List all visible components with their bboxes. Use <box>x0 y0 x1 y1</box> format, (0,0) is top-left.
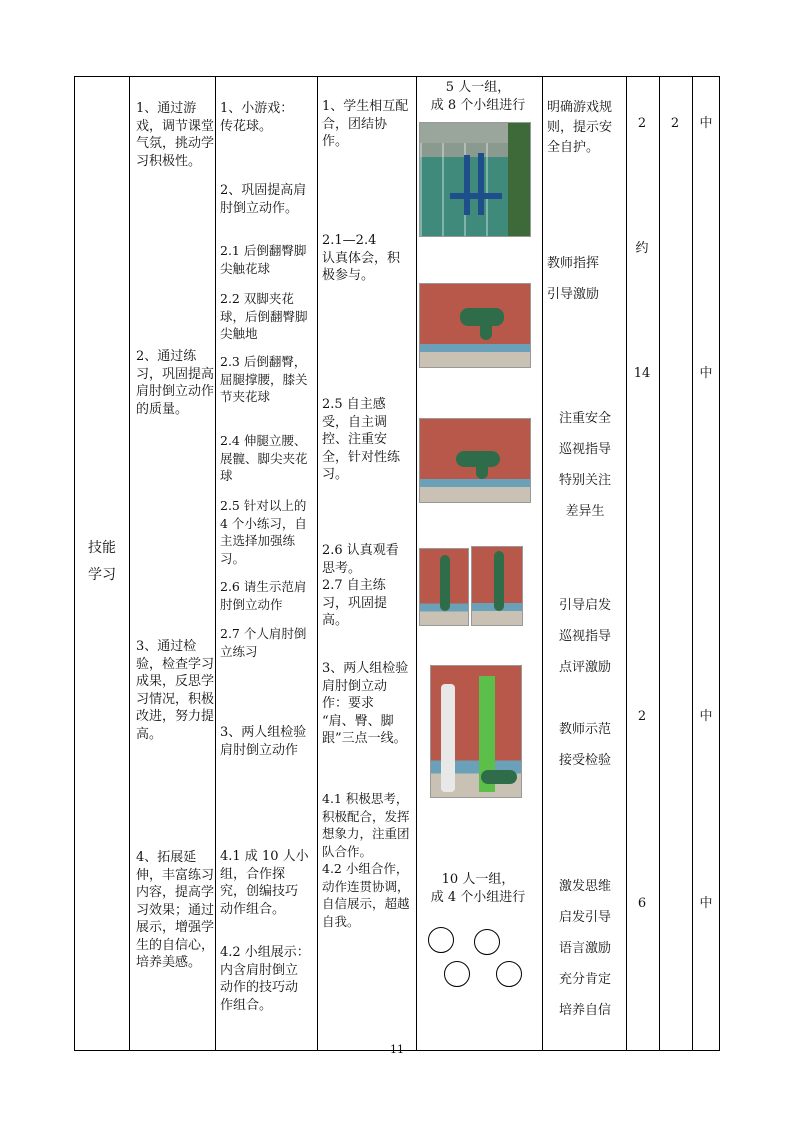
column-divider <box>215 77 216 1050</box>
objective-4: 4、拓展延伸，丰富练习内容，提高学习效果；通过展示，增强学生的自信心，培养美感。 <box>136 850 215 970</box>
column-divider <box>129 77 130 1050</box>
content-3: 3、两人组检验肩肘倒立动作 <box>220 725 307 758</box>
objective-1: 1、通过游戏，调节课堂气氛，挑动学习积极性。 <box>136 101 215 169</box>
column-divider <box>659 77 660 1050</box>
plow-photo-2 <box>419 418 531 503</box>
section-label: 技能 学习 <box>88 540 116 583</box>
page-number: 11 <box>390 1043 404 1056</box>
teacher-1: 明确游戏规则，提示安全自护。 <box>547 100 613 155</box>
student-3: 2.5 自主感受，自主调控、注重安全，针对性练习。 <box>322 397 401 482</box>
student-2: 2.1—2.4 认真体会，积极参与。 <box>322 233 401 283</box>
time-1: 2 <box>637 116 647 131</box>
content-2-7: 2.7 个人肩肘倒立练习 <box>220 626 307 659</box>
intensity-1: 中 <box>699 116 713 131</box>
group-circle <box>444 961 470 987</box>
time-5: 6 <box>637 896 647 911</box>
group-circle <box>428 927 454 953</box>
content-1: 1、小游戏： 传花球。 <box>220 101 294 134</box>
teacher-2: 教师指挥 引导激励 <box>547 256 600 302</box>
content-2-1: 2.1 后倒翻臀脚尖触花球 <box>220 243 307 276</box>
times-1: 2 <box>670 116 680 131</box>
group-circle <box>496 961 522 987</box>
org-grouping-top: 5 人一组， 成 8 个小组进行 <box>430 80 526 113</box>
objective-2: 2、通过练习，巩固提高肩肘倒立动作的质量。 <box>136 349 215 417</box>
game-photo <box>419 122 531 237</box>
content-2-2: 2.2 双脚夹花球，后倒翻臀脚尖触地 <box>220 291 308 341</box>
student-1: 1、学生相互配合，团结协作。 <box>322 99 409 149</box>
objective-3: 3、通过检验，检查学习成果，反思学习情况，积极改进，努力提高。 <box>136 639 215 742</box>
plow-photo-1 <box>419 283 531 368</box>
content-2-6: 2.6 请生示范肩肘倒立动作 <box>220 579 307 612</box>
pair-check-photo <box>430 665 522 798</box>
time-2: 约 <box>635 241 649 256</box>
teacher-3: 注重安全 巡视指导 特别关注 差异生 <box>558 411 611 519</box>
content-2-5: 2.5 针对以上的 4 个小练习，自主选择加强练习。 <box>220 498 307 566</box>
content-2-4: 2.4 伸腿立腰、展髋、脚尖夹花球 <box>220 433 308 483</box>
content-2-3: 2.3 后倒翻臀，屈腿撑腰，膝关节夹花球 <box>220 354 308 404</box>
intensity-2: 中 <box>699 366 713 381</box>
student-4: 2.6 认真观看思考。 2.7 自主练习，巩固提高。 <box>322 543 399 628</box>
content-4-2: 4.2 小组展示：内含肩肘倒立动作的技巧动作组合。 <box>220 945 310 1013</box>
shoulder-stand-photo-1 <box>419 548 469 626</box>
content-4-1: 4.1 成 10 人小组，合作探究，创编技巧动作组合。 <box>220 849 309 917</box>
teacher-6: 激发思维 启发引导 语言激励 充分肯定 培养自信 <box>558 879 611 1018</box>
teacher-4: 引导启发 巡视指导 点评激励 <box>558 598 611 675</box>
time-3: 14 <box>633 366 651 381</box>
student-6: 4.1 积极思考，积极配合，发挥想象力，注重团队合作。 4.2 小组合作，动作连贯协调，自信展示，超越自我。 <box>322 791 410 929</box>
intensity-3: 中 <box>699 709 713 724</box>
column-divider <box>416 77 417 1050</box>
content-2: 2、巩固提高肩肘倒立动作。 <box>220 183 307 216</box>
time-4: 2 <box>637 709 647 724</box>
intensity-4: 中 <box>699 896 713 911</box>
teacher-5: 教师示范 接受检验 <box>558 722 611 768</box>
shoulder-stand-photo-2 <box>471 546 523 626</box>
column-divider <box>542 77 543 1050</box>
org-grouping-bottom: 10 人一组， 成 4 个小组进行 <box>430 872 526 905</box>
student-5: 3、两人组检验肩肘倒立动作：要求 “肩、臀、脚跟”三点一线。 <box>322 661 409 746</box>
column-divider <box>317 77 318 1050</box>
group-circle <box>474 929 500 955</box>
